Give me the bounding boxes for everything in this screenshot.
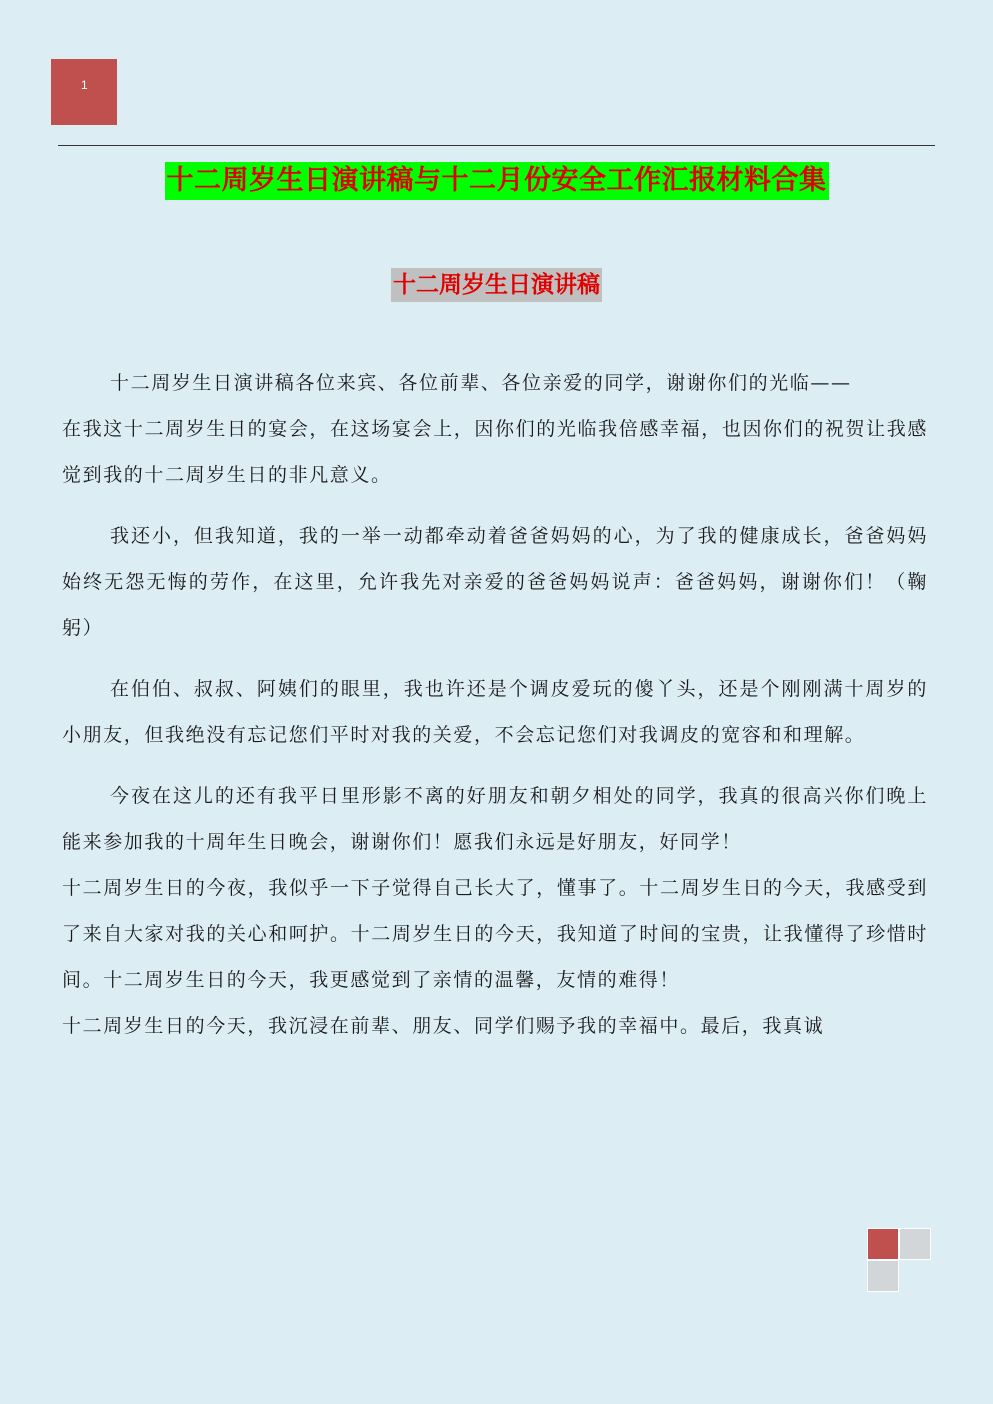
paragraph: 今夜在这儿的还有我平日里形影不离的好朋友和朝夕相处的同学，我真的很高兴你们晚上能来参加我的十周年生日晚会，谢谢你们！愿我们永远是好朋友，好同学！	[62, 785, 928, 853]
section-title: 十二周岁生日演讲稿	[391, 268, 602, 302]
page-number: 1	[81, 78, 88, 92]
decorative-square-red	[867, 1228, 899, 1260]
paragraph: 在我这十二周岁生日的宴会，在这场宴会上，因你们的光临我倍感幸福，也因你们的祝贺让我感觉到我的十二周岁生日的非凡意义。	[62, 418, 928, 486]
paragraph: 十二周岁生日演讲稿各位来宾、各位前辈、各位亲爱的同学，谢谢你们的光临——	[110, 372, 852, 394]
main-title: 十二周岁生日演讲稿与十二月份安全工作汇报材料合集	[165, 162, 829, 200]
document-body	[62, 360, 928, 1049]
page-number-badge	[51, 59, 117, 125]
header-rule	[58, 145, 935, 146]
decorative-square-grey	[899, 1228, 931, 1260]
paragraph: 在伯伯、叔叔、阿姨们的眼里，我也许还是个调皮爱玩的傻丫头，还是个刚刚满十周岁的小朋友，但我绝没有忘记您们平时对我的关爱，不会忘记您们对我调皮的宽容和和理解。	[62, 678, 928, 746]
paragraph: 十二周岁生日的今天，我沉浸在前辈、朋友、同学们赐予我的幸福中。最后，我真诚	[62, 1015, 825, 1037]
paragraph: 十二周岁生日的今夜，我似乎一下子觉得自己长大了，懂事了。十二周岁生日的今天，我感受到了来自大家对我的关心和呵护。十二周岁生日的今天，我知道了时间的宝贵，让我懂得了珍惜时间。十二周岁生日的今天，我更感觉到了亲情的温馨，友情的难得！	[62, 877, 928, 991]
main-title-row	[0, 162, 993, 200]
paragraph: 我还小，但我知道，我的一举一动都牵动着爸爸妈妈的心，为了我的健康成长，爸爸妈妈始终无怨无悔的劳作，在这里，允许我先对亲爱的爸爸妈妈说声：爸爸妈妈，谢谢你们！（鞠躬）	[62, 525, 928, 639]
decorative-square-grey	[867, 1260, 899, 1292]
section-title-row	[0, 268, 993, 302]
